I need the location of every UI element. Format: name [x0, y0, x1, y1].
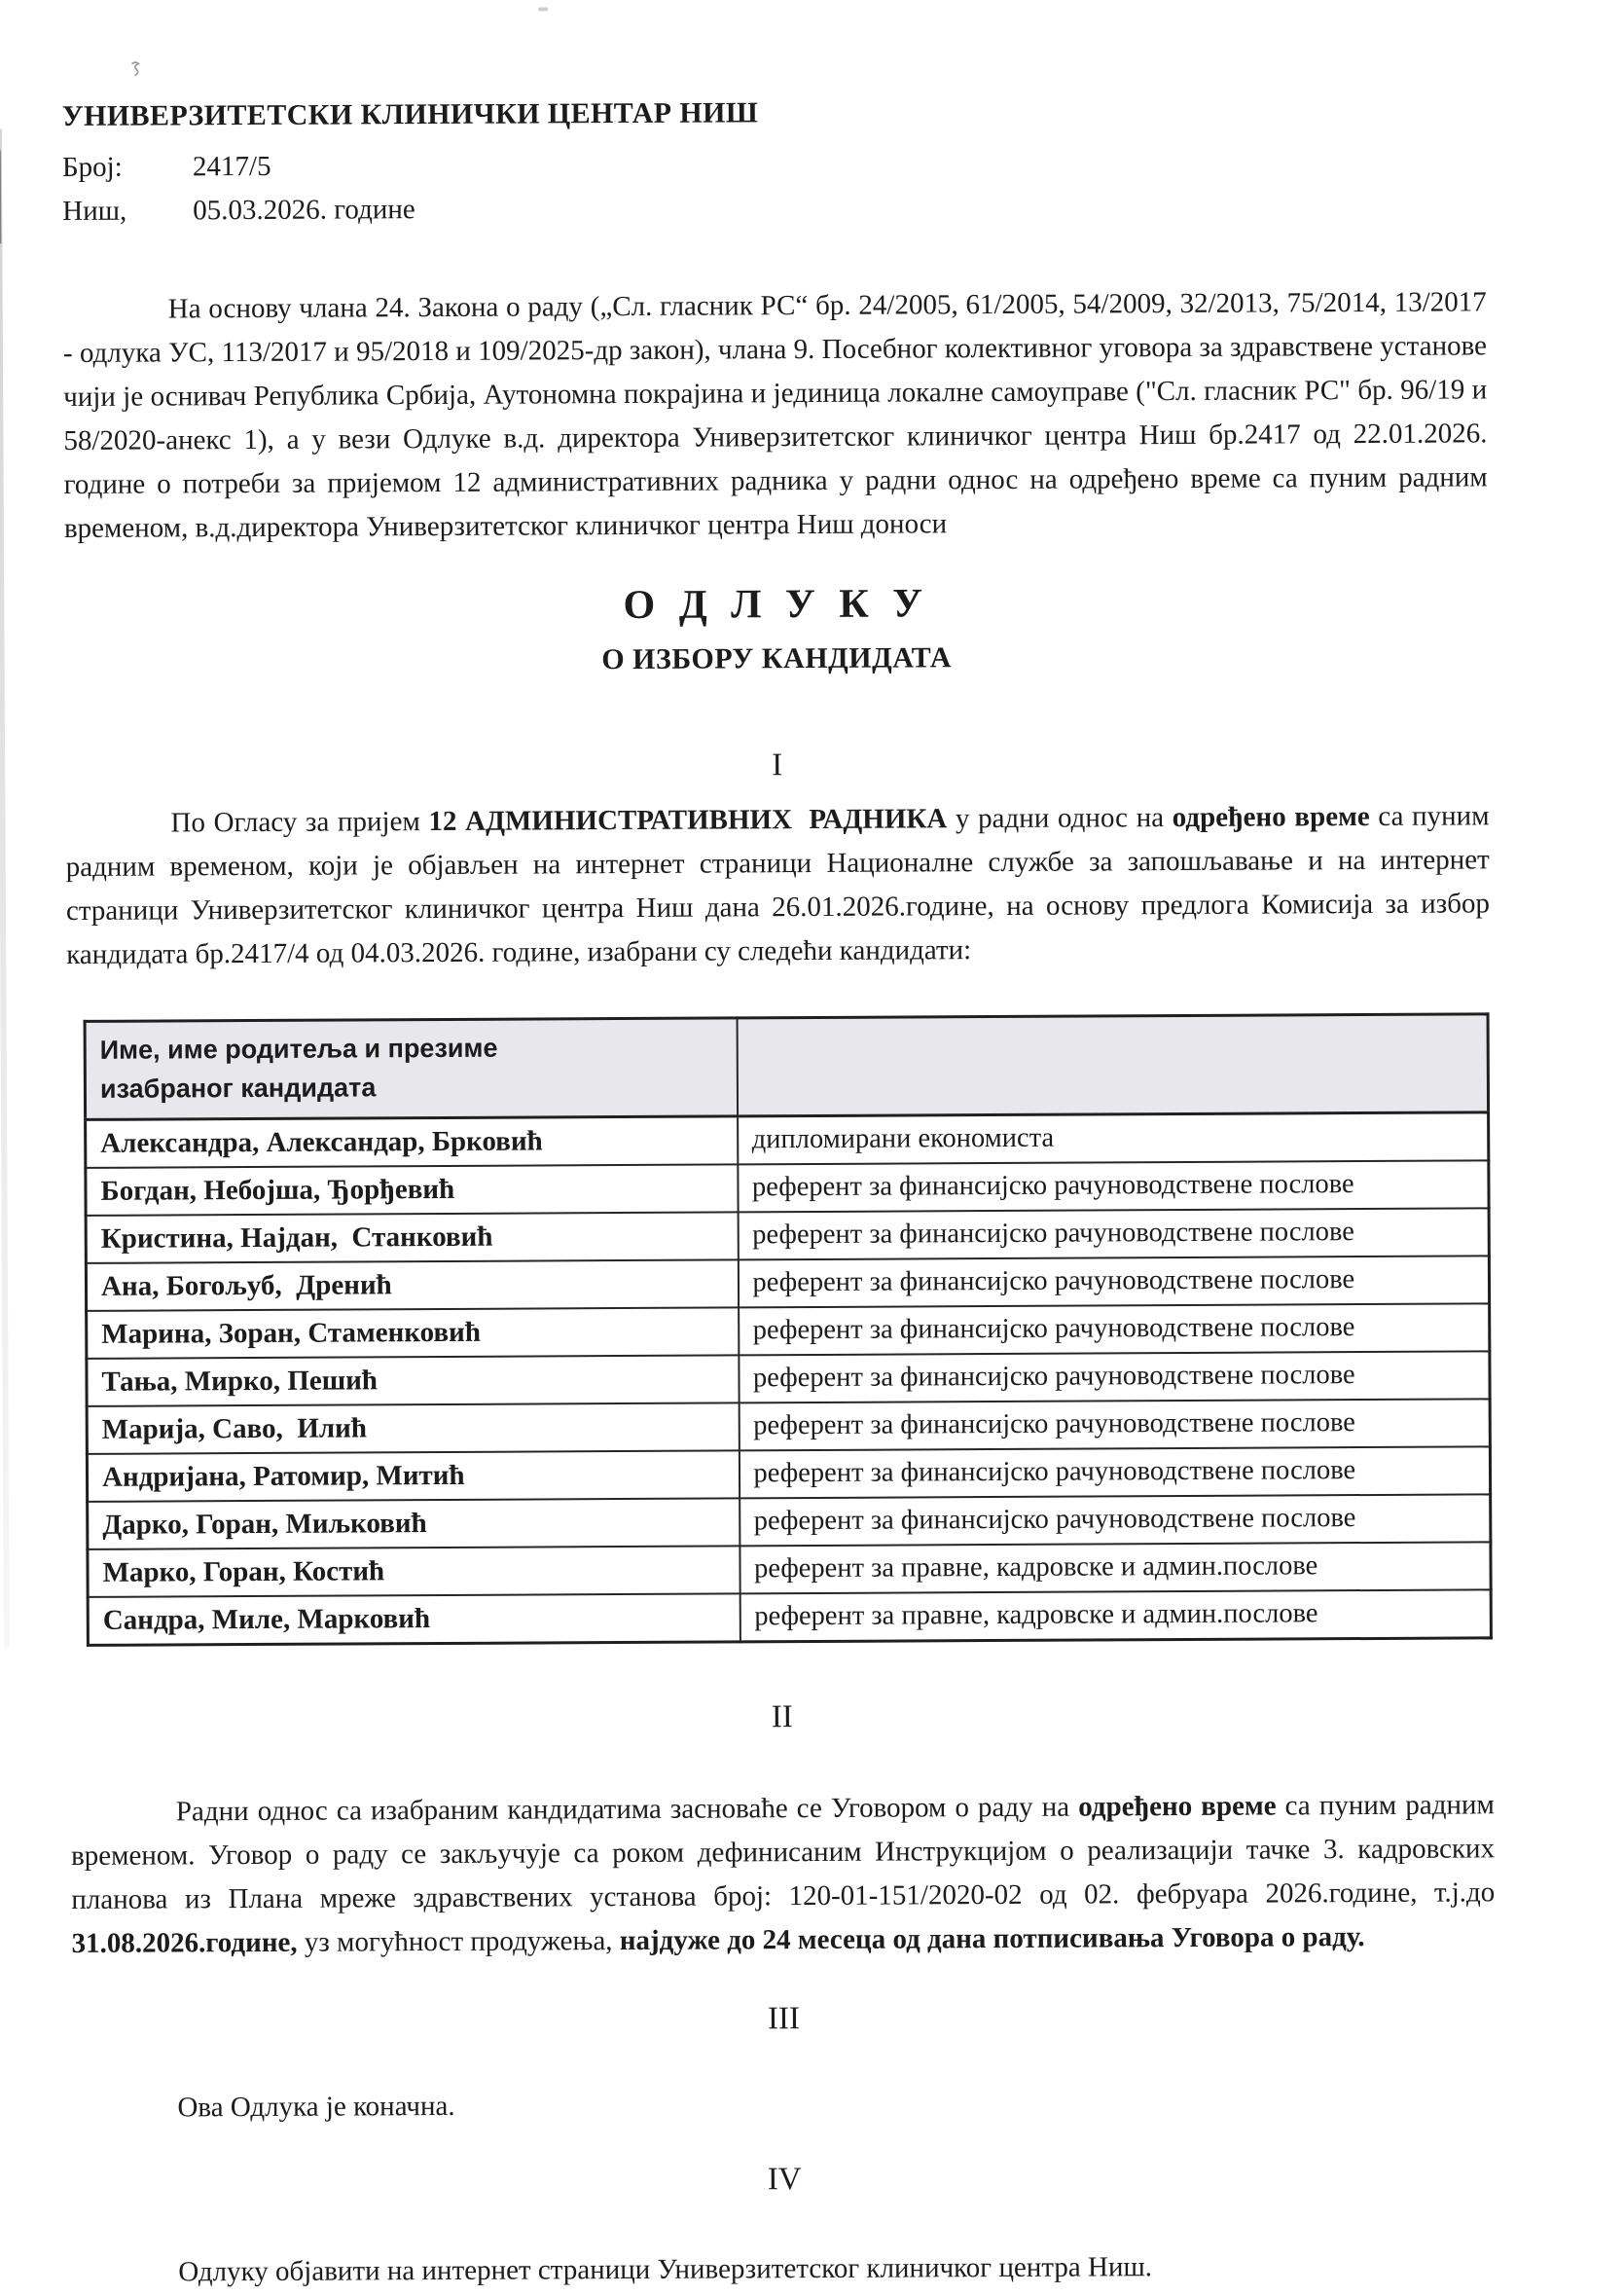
position-cell: референт за финансијско рачуноводствене послове — [739, 1351, 1490, 1402]
place-label: Ниш, — [62, 195, 127, 228]
decision-title: О Д Л У К У — [623, 581, 930, 629]
position-cell: референт за финансијско рачуноводствене послове — [738, 1256, 1489, 1307]
bold-text-run: одређено време — [1172, 800, 1370, 834]
position-cell: референт за правне, кадровске и админ.послове — [740, 1589, 1491, 1642]
text-run: уз могућност продужења, — [297, 1925, 620, 1958]
section-4-paragraph: Одлуку објавити на интернет страници Универзитетског клиничког центра Ниш. — [178, 2251, 1153, 2288]
pencil-mark-artifact — [127, 60, 145, 85]
table-row — [86, 1256, 1489, 1311]
candidate-name-cell: Богдан, Небојша, Ђорђевић — [86, 1164, 738, 1216]
section-numeral-4: IV — [767, 2162, 802, 2198]
position-cell: референт за правне, кадровске и админ.послове — [740, 1542, 1491, 1593]
text-run: По Огласу за пријем — [170, 806, 429, 839]
position-cell: референт за финансијско рачуноводствене послове — [738, 1160, 1489, 1212]
candidates-table — [84, 1012, 1493, 1647]
candidate-name-cell: Марина, Зоран, Стаменковић — [87, 1307, 739, 1359]
table-row — [86, 1160, 1489, 1216]
candidate-name-cell: Ана, Богољуб, Дренић — [86, 1259, 738, 1311]
scan-speck-artifact — [538, 7, 548, 11]
table-row — [88, 1542, 1491, 1597]
candidate-name-cell: Дарко, Горан, Миљковић — [88, 1498, 740, 1549]
position-cell: референт за финансијско рачуноводствене послове — [739, 1446, 1490, 1498]
table-row — [87, 1303, 1490, 1359]
table-row — [86, 1208, 1489, 1263]
section-numeral-2: II — [771, 1699, 793, 1735]
section-numeral-3: III — [767, 2001, 801, 2037]
text-run: са пуним радним временом. Уговор о раду се закључује са роком дефинисаним Инструкцијом о реализацији тачке 3. кадровских планова из Плана мреже здравствених установа број: 120-01-151/2020-02 од 02. фебруара 2026.године, т.ј.до — [70, 1789, 1496, 1915]
bold-text-run: одређено време — [1078, 1790, 1277, 1823]
candidate-name-cell: Сандра, Миле, Марковић — [88, 1593, 740, 1645]
candidate-name-cell: Марко, Горан, Костић — [88, 1546, 740, 1597]
candidate-name-cell: Андријана, Ратомир, Митић — [87, 1450, 739, 1502]
table-row — [88, 1494, 1491, 1549]
text-run: Радни однос са изабраним кандидатима засноваће се Уговором о раду на — [175, 1791, 1079, 1828]
candidate-name-cell: Кристина, Најдан, Станковић — [86, 1212, 738, 1263]
position-cell: референт за финансијско рачуноводствене послове — [740, 1494, 1491, 1546]
position-cell: референт за финансијско рачуноводствене послове — [739, 1303, 1490, 1355]
section-2-paragraph — [71, 1783, 1496, 1966]
document-number-line — [62, 138, 1486, 190]
position-cell: дипломирани економиста — [738, 1112, 1489, 1165]
section-3-paragraph: Ова Одлука је коначна. — [177, 2090, 455, 2124]
institution-name: УНИВЕРЗИТЕТСКИ КЛИНИЧКИ ЦЕНТАР НИШ — [61, 96, 759, 133]
section-1-paragraph — [65, 794, 1490, 977]
bold-text-run: најдуже до 24 месеца од дана потписивања Уговора о раду. — [619, 1921, 1365, 1957]
bold-text-run: 31.08.2026.године, — [71, 1926, 298, 1959]
document-date-line — [62, 182, 1486, 234]
number-value: 2417/5 — [192, 150, 271, 183]
text-run: у радни однос на — [947, 802, 1173, 835]
table-header-row — [85, 1014, 1489, 1120]
position-cell: референт за финансијско рачуноводствене послове — [738, 1208, 1489, 1259]
number-label: Број: — [61, 151, 123, 184]
squiggle-icon — [127, 60, 145, 80]
table-row — [87, 1446, 1490, 1502]
position-cell: референт за финансијско рачуноводствене послове — [739, 1399, 1490, 1450]
table-header-name-column: Име, име родитеља и презиме изабраног кандидата — [85, 1018, 738, 1120]
date-value: 05.03.2026. године — [193, 194, 415, 227]
decision-subtitle: О ИЗБОРУ КАНДИДАТА — [601, 641, 953, 676]
table-row — [86, 1112, 1489, 1168]
preamble-paragraph: На основу члана 24. Закона о раду („Сл. гласник РС“ бр. 24/2005, 61/2005, 54/2009, 32/2013, 75/2014, 13/2017 - одлука УС, 113/2017 и 95/2018 и 109/2025-др закон), члана 9. Посебног колективног уговора за здравствене установе чији је оснивач Република Србија, Аутономна покрајина и јединица локалне самоуправе ("Сл. гласник РС" бр. 96/19 и 58/2020-анекс 1), а у вези Одлуке в.д. директора Универзитетског клиничког центра Ниш бр.2417 од 22.01.2026. године о потреби за пријемом 12 административних радника у радни однос на одређено време са пуним радним временом, в.д.директора Универзитетског клиничког центра Ниш доноси — [62, 286, 1488, 545]
candidate-name-cell: Марија, Саво, Илић — [87, 1402, 739, 1454]
table-header-position-column — [737, 1014, 1489, 1116]
table-row — [88, 1589, 1491, 1645]
text-run: са пуним радним временом, који је објављен на интернет страници Националне службе за запошљавање и на интернет страници Универзитетског клиничког центра Ниш дана 26.01.2026.године, на основу предлога Комисија за избор кандидата бр.2417/4 од 04.03.2026. године, изабрани су следећи кандидати: — [65, 800, 1491, 971]
bold-text-run: 12 АДМИНИСТРАТИВНИХ РАДНИКА — [428, 803, 948, 838]
candidate-name-cell: Тања, Мирко, Пешић — [87, 1355, 739, 1406]
candidate-name-cell: Александра, Александар, Брковић — [86, 1116, 738, 1168]
candidates-table-header — [85, 1014, 1489, 1120]
table-row — [87, 1399, 1490, 1454]
table-row — [87, 1351, 1490, 1406]
candidates-table-body — [86, 1112, 1492, 1646]
section-numeral-1: I — [772, 747, 783, 783]
